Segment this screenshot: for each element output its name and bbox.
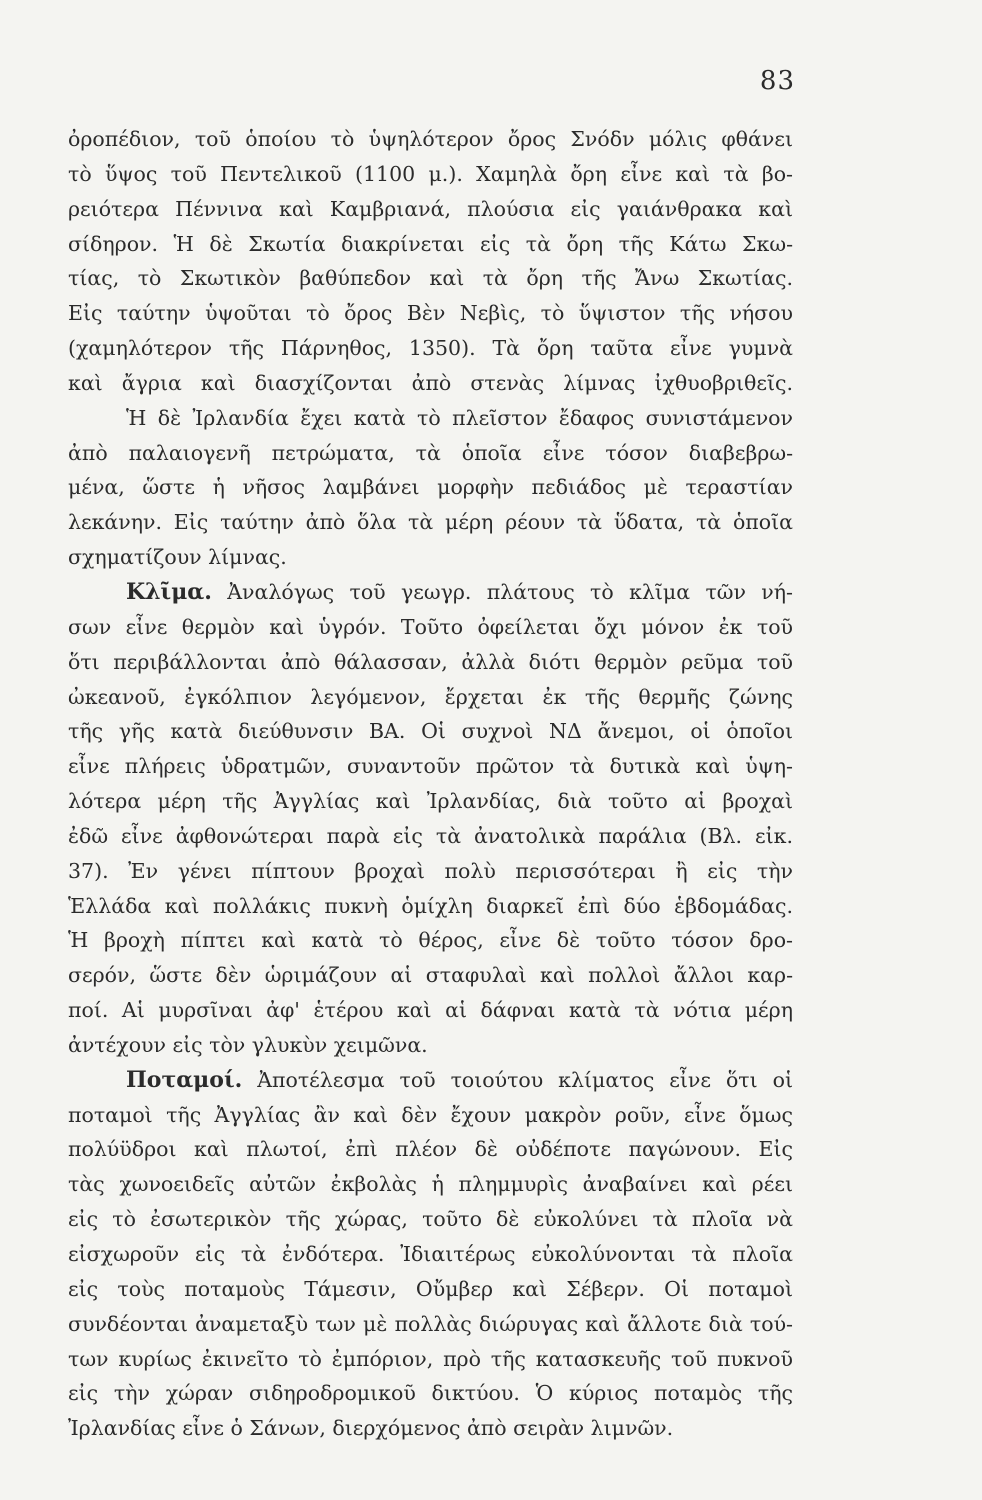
- text-line: συνδέονται ἀναμεταξὺ των μὲ πολλὰς διώρυγας καὶ ἄλλοτε διὰ τού-: [68, 1311, 793, 1336]
- text-line: ἐδῶ εἶνε ἀφθονώτεραι παρὰ εἰς τὰ ἀνατολικὰ παράλια (Βλ. εἰκ.: [68, 823, 793, 848]
- text-line: σων εἶνε θερμὸν καὶ ὑγρόν. Τοῦτο ὀφείλεται ὄχι μόνον ἐκ τοῦ: [68, 614, 793, 639]
- text-line: λεκάνην. Εἰς ταύτην ἀπὸ ὅλα τὰ μέρη ρέουν τὰ ὕδατα, τὰ ὁποῖα: [68, 510, 793, 535]
- text-line: εἶνε πλήρεις ὑδρατμῶν, συναντοῦν πρῶτον τὰ δυτικὰ καὶ ὑψη-: [68, 754, 793, 779]
- text-line: Εἰς ταύτην ὑψοῦται τὸ ὄρος Βὲν Νεβὶς, τὸ ὕψιστον τῆς νήσου: [68, 301, 793, 326]
- section-climate-first-line: [68, 575, 793, 610]
- text-line: εἰσχωροῦν εἰς τὰ ἐνδότερα. Ἰδιαιτέρως εὐκολύνονται τὰ πλοῖα: [68, 1242, 793, 1266]
- text-line: πολύϋδροι καὶ πλωτοί, ἐπὶ πλέον δὲ οὐδέποτε παγώνουν. Εἰς: [68, 1137, 793, 1162]
- text-line: των κυρίως ἐκινεῖτο τὸ ἐμπόριον, πρὸ τῆς κατασκευῆς τοῦ πυκνοῦ: [68, 1346, 793, 1371]
- text-line: εἰς τὴν χώραν σιδηροδρομικοῦ δικτύου. Ὁ κύριος ποταμὸς τῆς: [68, 1381, 793, 1406]
- text-line: ποί. Αἱ μυρσῖναι ἀφ' ἑτέρου καὶ αἱ δάφναι κατὰ τὰ νότια μέρη: [68, 998, 793, 1023]
- text-line: σίδηρον. Ἡ δὲ Σκωτία διακρίνεται εἰς τὰ ὄρη τῆς Κάτω Σκω-: [68, 231, 793, 256]
- text-line: Ἀποτέλεσμα τοῦ τοιούτου κλίματος εἶνε ὅτι οἱ: [257, 1067, 793, 1092]
- text-line: ρειότερα Πέννινα καὶ Καμβριανά, πλούσια εἰς γαιάνθρακα καὶ: [68, 196, 793, 221]
- text-line: Ἰρλανδίας εἶνε ὁ Σάνων, διερχόμενος ἀπὸ σειρὰν λιμνῶν.: [68, 1416, 674, 1441]
- text-line: εἰς τοὺς ποταμοὺς Τάμεσιν, Οὔμβερ καὶ Σέβερν. Οἱ ποταμοὶ: [68, 1276, 793, 1301]
- text-line: ἀπὸ παλαιογενῆ πετρώματα, τὰ ὁποῖα εἶνε τόσον διαβεβρω-: [68, 440, 793, 465]
- text-line: ὠκεανοῦ, ἐγκόλπιον λεγόμενον, ἔρχεται ἐκ τῆς θερμῆς ζώνης: [68, 684, 793, 709]
- text-line: 37). Ἐν γένει πίπτουν βροχαὶ πολὺ περισσότεραι ἢ εἰς τὴν: [68, 858, 793, 883]
- text-line: ὅτι περιβάλλονται ἀπὸ θάλασσαν, ἀλλὰ διότι θερμὸν ρεῦμα τοῦ: [68, 649, 793, 674]
- text-line: Ἀναλόγως τοῦ γεωγρ. πλάτους τὸ κλῖμα τῶν νή-: [227, 579, 793, 604]
- text-line: ὀροπέδιον, τοῦ ὁποίου τὸ ὑψηλότερον ὄρος Σνόδν μόλις φθάνει: [68, 127, 793, 151]
- text-line: Ἑλλάδα καὶ πολλάκις πυκνὴ ὁμίχλη διαρκεῖ ἐπὶ δύο ἑβδομάδας.: [68, 893, 793, 918]
- text-line: ποταμοὶ τῆς Ἀγγλίας ἂν καὶ δὲν ἔχουν μακρὸν ροῦν, εἶνε ὅμως: [68, 1102, 793, 1127]
- text-line: τὰς χωνοειδεῖς αὐτῶν ἐκβολὰς ἡ πλημμυρὶς ἀναβαίνει καὶ ρέει: [68, 1172, 793, 1197]
- section-heading-rivers: Ποταμοί.: [126, 1066, 243, 1093]
- text-line: σερόν, ὥστε δὲν ὡριμάζουν αἱ σταφυλαὶ καὶ πολλοὶ ἄλλοι καρ-: [68, 963, 793, 988]
- body-text: [68, 122, 793, 1446]
- text-line: ἀντέχουν εἰς τὸν γλυκὺν χειμῶνα.: [68, 1032, 428, 1057]
- text-line: σχηματίζουν λίμνας.: [68, 545, 287, 570]
- text-line: καὶ ἄγρια καὶ διασχίζονται ἀπὸ στενὰς λίμνας ἰχθυοβριθεῖς.: [68, 370, 793, 395]
- text-line: τὸ ὕψος τοῦ Πεντελικοῦ (1100 μ.). Χαμηλὰ ὄρη εἶνε καὶ τὰ βο-: [68, 161, 793, 186]
- section-rivers-first-line: [68, 1063, 793, 1098]
- text-line: (χαμηλότερον τῆς Πάρνηθος, 1350). Τὰ ὄρη ταῦτα εἶνε γυμνὰ: [68, 336, 793, 361]
- section-heading-climate: Κλῖμα.: [126, 578, 212, 605]
- text-line: μένα, ὥστε ἡ νῆσος λαμβάνει μορφὴν πεδιάδος μὲ τεραστίαν: [68, 475, 793, 500]
- text-line: εἰς τὸ ἐσωτερικὸν τῆς χώρας, τοῦτο δὲ εὐκολύνει τὰ πλοῖα νὰ: [68, 1207, 793, 1232]
- text-line: Ἡ δὲ Ἰρλανδία ἔχει κατὰ τὸ πλεῖστον ἔδαφος συνιστάμενον: [126, 405, 793, 430]
- text-line: τίας, τὸ Σκωτικὸν βαθύπεδον καὶ τὰ ὄρη τῆς Ἄνω Σκωτίας.: [68, 266, 793, 291]
- text-line: λότερα μέρη τῆς Ἀγγλίας καὶ Ἰρλανδίας, διὰ τοῦτο αἱ βροχαὶ: [68, 789, 793, 814]
- text-line: τῆς γῆς κατὰ διεύθυνσιν ΒΑ. Οἱ συχνοὶ ΝΔ ἄνεμοι, οἱ ὁποῖοι: [68, 719, 793, 744]
- text-line: Ἡ βροχὴ πίπτει καὶ κατὰ τὸ θέρος, εἶνε δὲ τοῦτο τόσον δρο-: [68, 928, 793, 953]
- page-number: 83: [759, 66, 795, 96]
